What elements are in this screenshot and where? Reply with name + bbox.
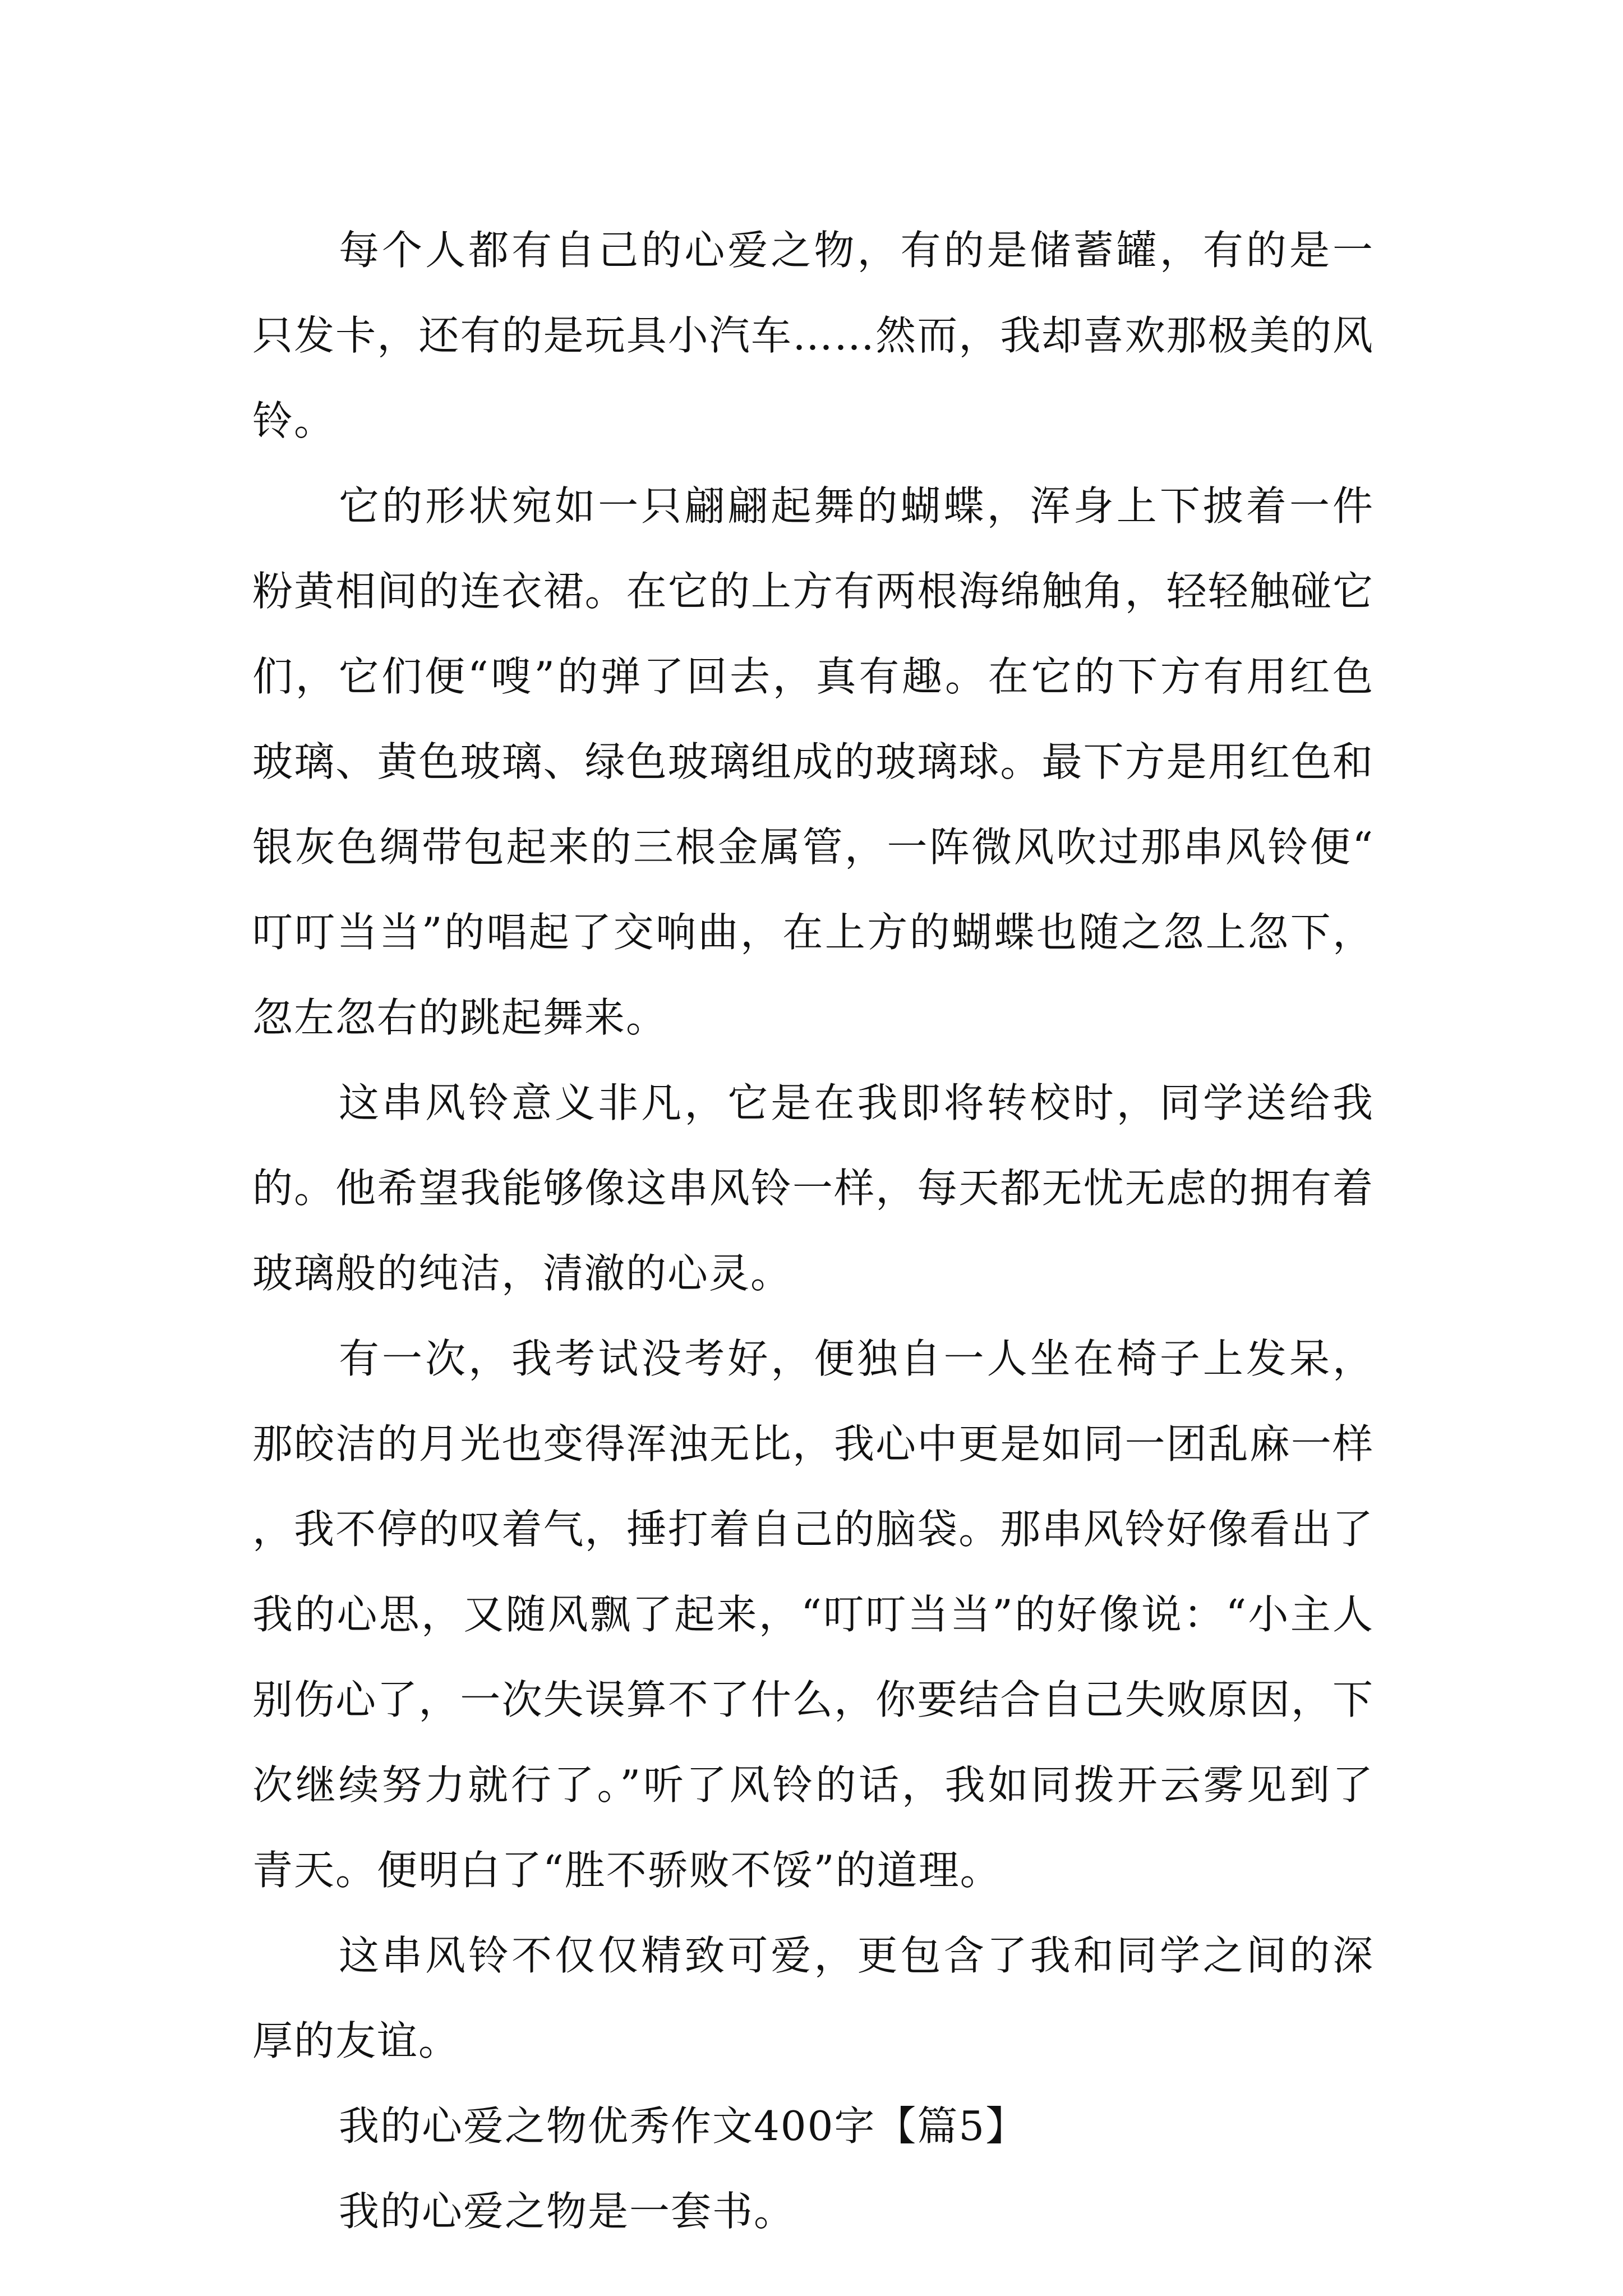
paragraph-intro: 每个人都有自己的心爱之物，有的是储蓄罐，有的是一只发卡，还有的是玩具小汽车……然而，我却喜欢那极美的风铃。 bbox=[252, 227, 1374, 444]
paragraph-conclusion: 这串风铃不仅仅精致可爱，更包含了我和同学之间的深厚的友谊。 bbox=[252, 1932, 1374, 2064]
paragraph-next-essay-opening: 我的心爱之物是一套书。 bbox=[339, 2188, 796, 2235]
paragraph-story: 有一次，我考试没考好，便独自一人坐在椅子上发呆，那皎洁的月光也变得浑浊无比，我心中更是如同一团乱麻一样，我不停的叹着气，捶打着自己的脑袋。那串风铃好像看出了我的心思，又随风飘了起来，“叮叮当当”的好像说：“小主人别伤心了，一次失误算不了什么，你要结合自己失败原因，下次继续努力就行了。”听了风铃的话，我如同拨开云雾见到了青天。便明白了“胜不骄败不馁”的道理。 bbox=[252, 1335, 1374, 1894]
paragraph-description: 它的形状宛如一只翩翩起舞的蝴蝶，浑身上下披着一件粉黄相间的连衣裙。在它的上方有两根海绵触角，轻轻触碰它们，它们便“嗖”的弹了回去，真有趣。在它的下方有用红色玻璃、黄色玻璃、绿色玻璃组成的玻璃球。最下方是用红色和银灰色绸带包起来的三根金属管，一阵微风吹过那串风铃便“叮叮当当”的唱起了交响曲，在上方的蝴蝶也随之忽上忽下，忽左忽右的跳起舞来。 bbox=[252, 482, 1374, 1041]
section-heading: 我的心爱之物优秀作文400字【篇5】 bbox=[339, 2102, 1027, 2150]
paragraph-meaning: 这串风铃意义非凡，它是在我即将转校时，同学送给我的。他希望我能够像这串风铃一样，每天都无忧无虑的拥有着玻璃般的纯洁，清澈的心灵。 bbox=[252, 1079, 1374, 1297]
document-body bbox=[252, 208, 1374, 2254]
